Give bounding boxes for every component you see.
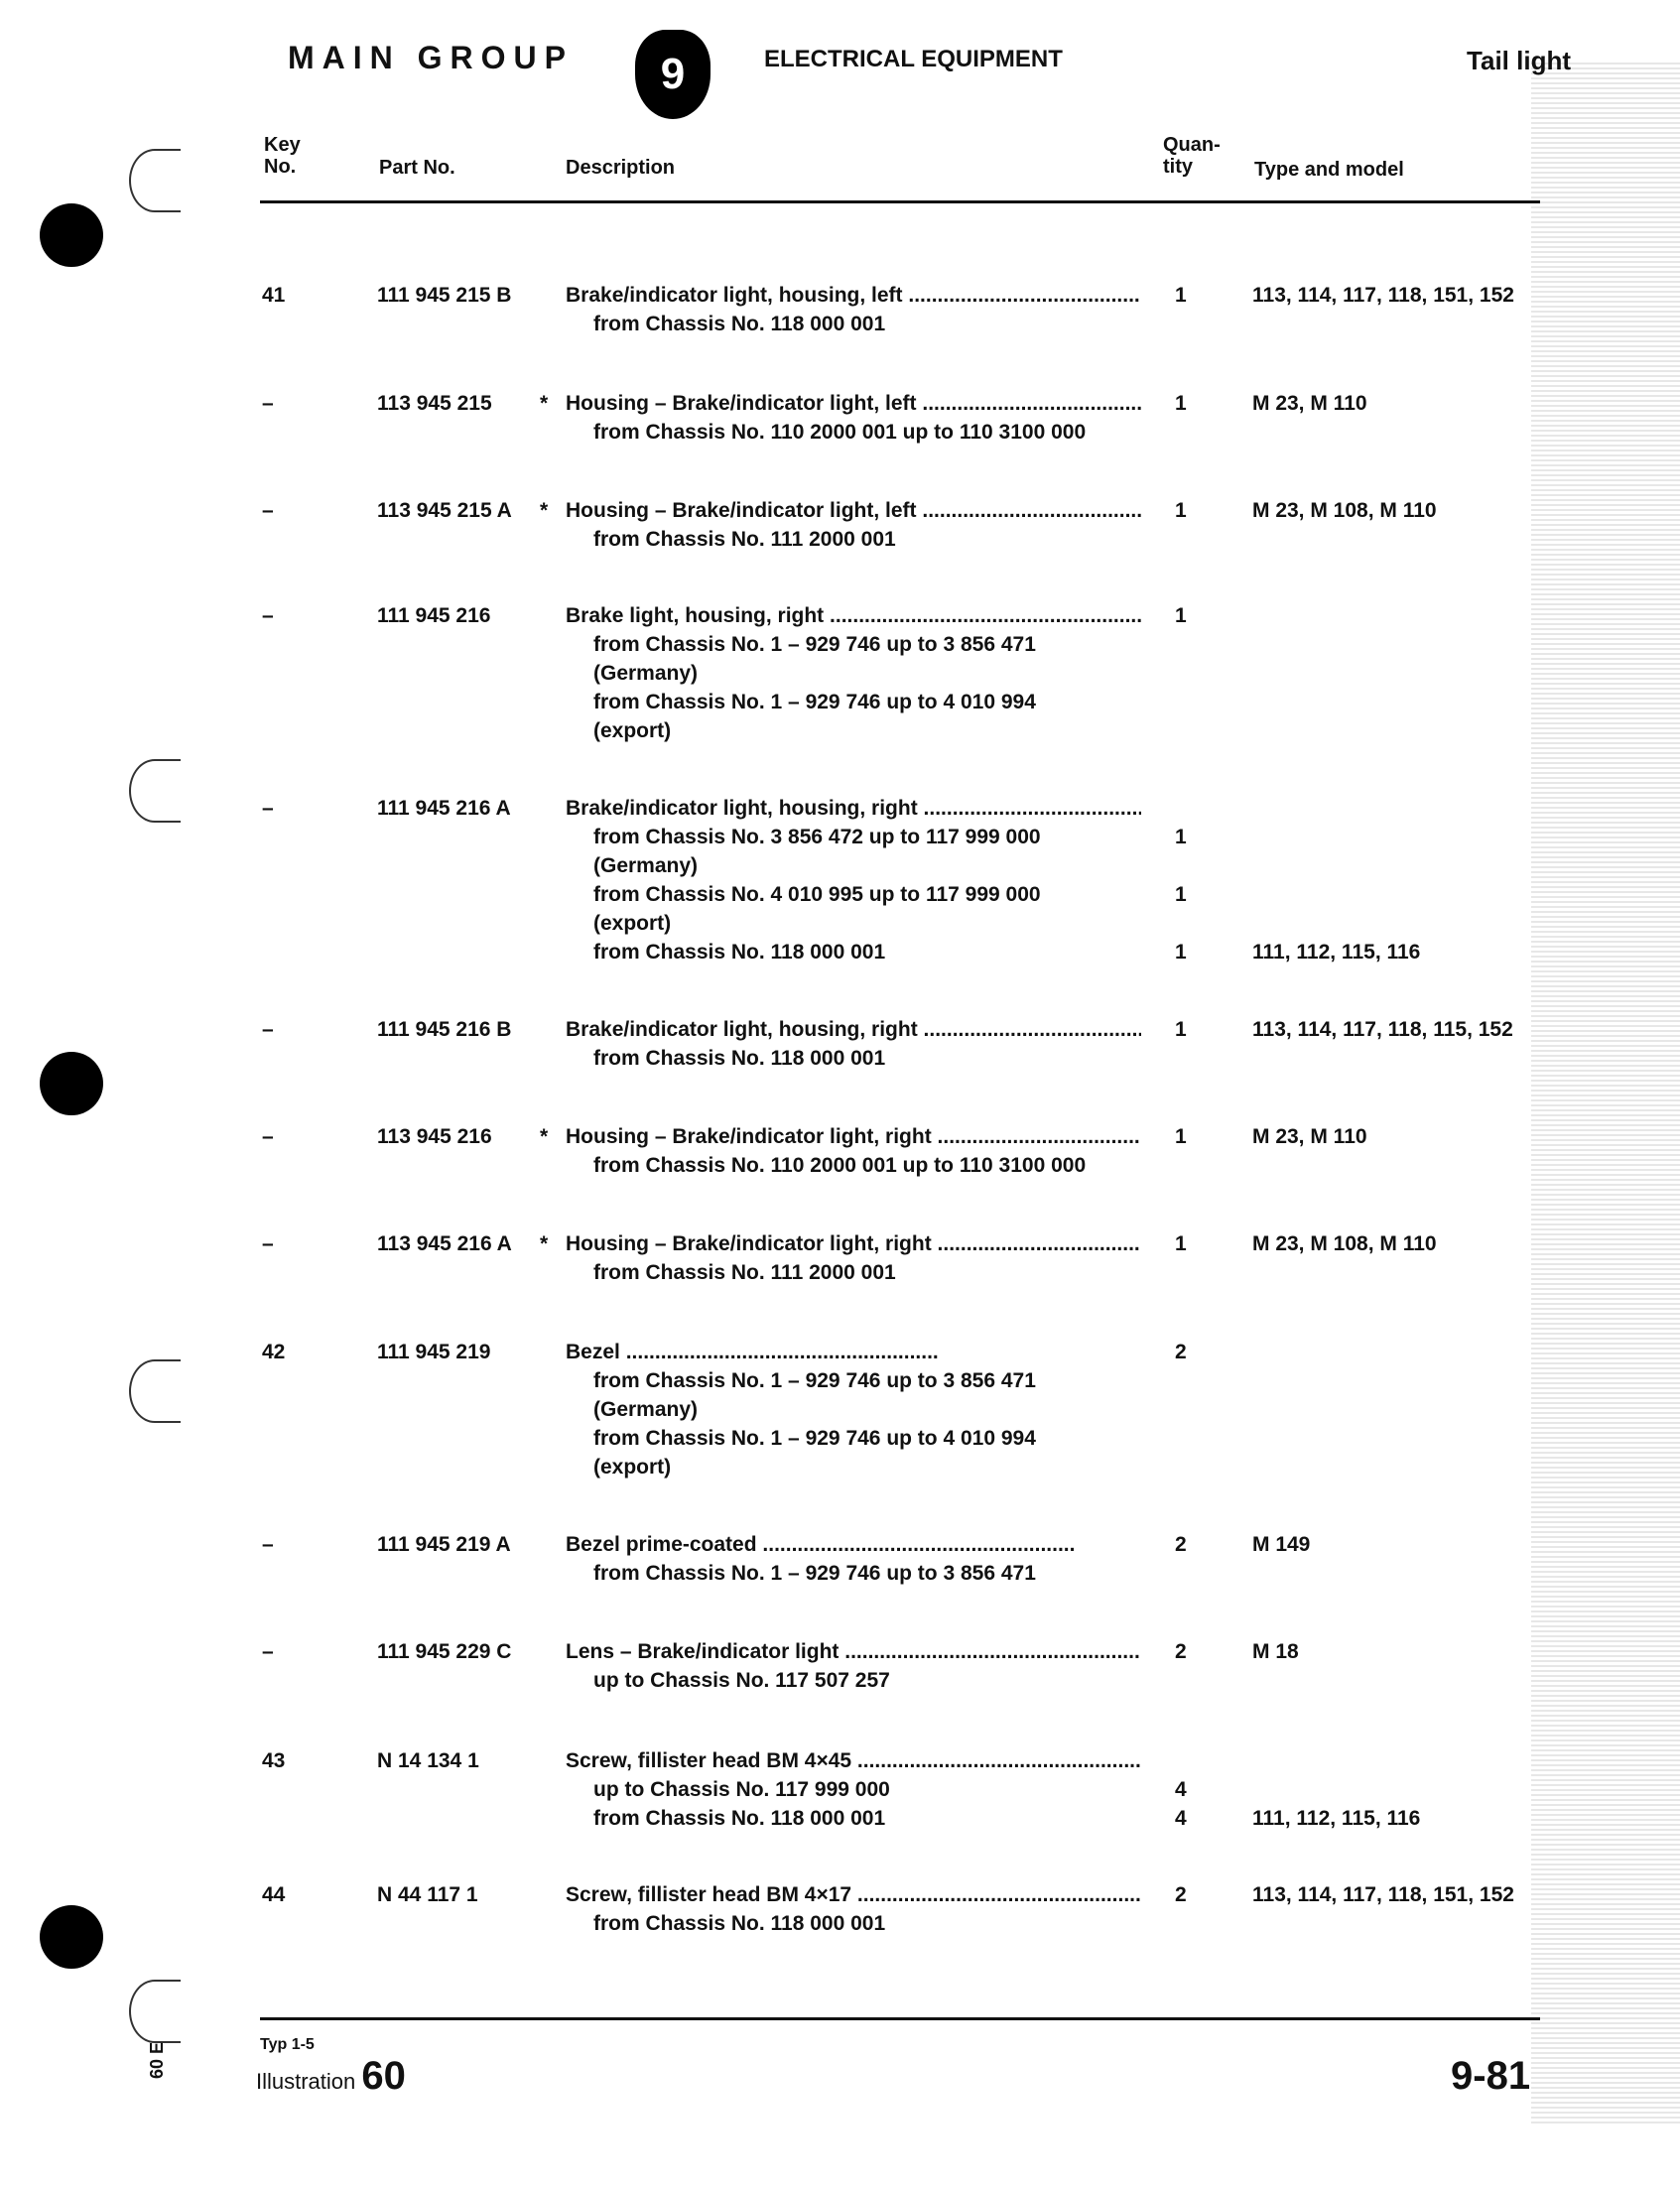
quantity: 1 <box>1175 284 1187 307</box>
description-line <box>566 938 1141 966</box>
key-number: – <box>262 1533 274 1556</box>
description-line <box>566 1044 1141 1073</box>
description-line-text: from Chassis No. 1 – 929 746 up to 4 010 994 <box>593 1427 1036 1450</box>
key-number: 43 <box>262 1749 286 1772</box>
type-model: M 23, M 108, M 110 <box>1252 1232 1437 1255</box>
part-number: 111 945 216 A <box>377 797 511 820</box>
description <box>566 1637 1141 1695</box>
quantity: 2 <box>1175 1341 1187 1363</box>
description-line-text: from Chassis No. 111 2000 001 <box>593 528 896 551</box>
description-line <box>566 418 1141 447</box>
description-line <box>566 1366 1141 1395</box>
description <box>566 389 1141 447</box>
description-line <box>566 1424 1141 1453</box>
illustration-caption: Illustration <box>256 2069 356 2094</box>
description-main: Bezel prime-coated ..... <box>566 1530 1141 1559</box>
description-line-text: from Chassis No. 1 – 929 746 up to 3 856 471 <box>593 633 1036 656</box>
part-number: 113 945 215 A <box>377 499 512 522</box>
section-title: ELECTRICAL EQUIPMENT <box>764 46 1063 72</box>
part-number: 111 945 216 <box>377 604 491 627</box>
header-rule <box>260 200 1540 203</box>
punch-hole-top <box>40 203 103 267</box>
quantity: 1 <box>1175 1232 1187 1255</box>
description-line-text: from Chassis No. 1 – 929 746 up to 3 856 471 <box>593 1369 1036 1392</box>
binder-ring-mark <box>129 149 181 212</box>
key-number: – <box>262 1018 274 1041</box>
description-line <box>566 1909 1141 1938</box>
type-model: M 18 <box>1252 1640 1299 1663</box>
line-quantity: 4 <box>1175 1778 1187 1801</box>
description-main: Housing – Brake/indicator light, left ..... <box>566 389 1141 418</box>
line-type-model: 111, 112, 115, 116 <box>1252 941 1421 964</box>
description-main: Housing – Brake/indicator light, right ..... <box>566 1229 1141 1258</box>
description-line <box>566 659 1141 688</box>
description <box>566 1530 1141 1588</box>
line-type-model: 111, 112, 115, 116 <box>1252 1807 1421 1830</box>
type-model: M 23, M 108, M 110 <box>1252 499 1437 522</box>
description-line <box>566 1453 1141 1481</box>
description-main: Brake/indicator light, housing, left ..... <box>566 281 1141 310</box>
description-line <box>566 1804 1141 1833</box>
description-line <box>566 1666 1141 1695</box>
line-quantity: 1 <box>1175 883 1187 906</box>
description <box>566 1880 1141 1938</box>
column-header-key: Key No. <box>264 134 301 178</box>
main-group-title: MAIN GROUP <box>288 40 574 75</box>
part-number: 111 945 219 A <box>377 1533 511 1556</box>
quantity: 1 <box>1175 392 1187 415</box>
footer-rule <box>260 2017 1540 2020</box>
type-model: M 23, M 110 <box>1252 1125 1367 1148</box>
description-main: Housing – Brake/indicator light, left ..... <box>566 496 1141 525</box>
description-main: Screw, fillister head BM 4×17 ..... <box>566 1880 1141 1909</box>
scan-noise-right <box>1531 60 1680 2124</box>
description-line-text: from Chassis No. 1 – 929 746 up to 4 010 994 <box>593 691 1036 713</box>
key-number: – <box>262 1125 274 1148</box>
binder-ring-mark <box>129 759 181 823</box>
illustration-number: 60 <box>361 2054 406 2098</box>
part-number: 111 945 215 B <box>377 284 512 307</box>
quantity: 1 <box>1175 604 1187 627</box>
description-line-text: from Chassis No. 118 000 001 <box>593 941 886 964</box>
illustration-label <box>256 2054 406 2099</box>
description-line-text: from Chassis No. 111 2000 001 <box>593 1261 896 1284</box>
type-model: 113, 114, 117, 118, 115, 152 <box>1252 1018 1513 1041</box>
description-line-text: from Chassis No. 3 856 472 up to 117 999 000 <box>593 826 1041 848</box>
part-number: N 14 134 1 <box>377 1749 479 1772</box>
description-line <box>566 1395 1141 1424</box>
key-number: 41 <box>262 284 286 307</box>
group-number-badge: 9 <box>635 30 711 119</box>
description-line-text: (export) <box>593 1456 672 1479</box>
line-quantity: 1 <box>1175 941 1187 964</box>
description-line <box>566 823 1141 851</box>
description-line <box>566 630 1141 659</box>
description-line <box>566 525 1141 554</box>
description-line-text: up to Chassis No. 117 999 000 <box>593 1778 890 1801</box>
part-number: N 44 117 1 <box>377 1883 478 1906</box>
star-marker: * <box>540 1232 549 1255</box>
description-main: Brake light, housing, right ..... <box>566 601 1141 630</box>
description-line-text: from Chassis No. 118 000 001 <box>593 1912 886 1935</box>
description-line <box>566 1258 1141 1287</box>
page-number: 9-81 <box>1451 2054 1531 2098</box>
description-line <box>566 1559 1141 1588</box>
description-line <box>566 688 1141 716</box>
star-marker: * <box>540 499 549 522</box>
description-line <box>566 909 1141 938</box>
description-main: Screw, fillister head BM 4×45 ..... <box>566 1746 1141 1775</box>
binder-ring-mark <box>129 1359 181 1423</box>
binder-ring-mark <box>129 1980 181 2043</box>
type-model: 113, 114, 117, 118, 151, 152 <box>1252 284 1514 307</box>
line-quantity: 1 <box>1175 826 1187 848</box>
part-number: 113 945 216 <box>377 1125 492 1148</box>
description-main: Lens – Brake/indicator light ..... <box>566 1637 1141 1666</box>
description <box>566 496 1141 554</box>
description-line-text: (export) <box>593 912 672 935</box>
description-line-text: from Chassis No. 110 2000 001 up to 110 3100 000 <box>593 421 1087 444</box>
quantity: 1 <box>1175 1125 1187 1148</box>
description <box>566 601 1141 745</box>
description-line-text: from Chassis No. 1 – 929 746 up to 3 856 471 <box>593 1562 1036 1585</box>
key-number: 44 <box>262 1883 286 1906</box>
quantity: 1 <box>1175 1018 1187 1041</box>
description-main: Brake/indicator light, housing, right ..... <box>566 1015 1141 1044</box>
key-number: – <box>262 392 274 415</box>
description-line-text: up to Chassis No. 117 507 257 <box>593 1669 890 1692</box>
part-number: 111 945 216 B <box>377 1018 512 1041</box>
punch-hole-bottom <box>40 1905 103 1969</box>
description-line-text: from Chassis No. 4 010 995 up to 117 999 000 <box>593 883 1041 906</box>
description-main: Brake/indicator light, housing, right ..... <box>566 794 1141 823</box>
quantity: 2 <box>1175 1640 1187 1663</box>
description-line <box>566 851 1141 880</box>
description <box>566 1122 1141 1180</box>
line-quantity: 4 <box>1175 1807 1187 1830</box>
part-number: 113 945 215 <box>377 392 492 415</box>
column-header-part: Part No. <box>379 157 455 179</box>
description <box>566 794 1141 966</box>
description-line <box>566 1775 1141 1804</box>
description-main: Bezel ..... <box>566 1338 1141 1366</box>
description <box>566 1015 1141 1073</box>
quantity: 2 <box>1175 1883 1187 1906</box>
key-number: – <box>262 499 274 522</box>
description <box>566 1229 1141 1287</box>
key-number: – <box>262 1640 274 1663</box>
subsection-title: Tail light <box>1467 46 1571 75</box>
star-marker: * <box>540 392 549 415</box>
description-line-text: from Chassis No. 118 000 001 <box>593 313 886 335</box>
type-label: Typ 1-5 <box>260 2036 315 2053</box>
description-line-text: from Chassis No. 110 2000 001 up to 110 3100 000 <box>593 1154 1087 1177</box>
side-code: 60 E <box>147 2041 167 2079</box>
key-number: – <box>262 604 274 627</box>
description-line-text: (export) <box>593 719 672 742</box>
description-main: Housing – Brake/indicator light, right ..... <box>566 1122 1141 1151</box>
description-line <box>566 310 1141 338</box>
description-line <box>566 1151 1141 1180</box>
description-line-text: from Chassis No. 118 000 001 <box>593 1807 886 1830</box>
part-number: 113 945 216 A <box>377 1232 512 1255</box>
punch-hole-middle <box>40 1052 103 1115</box>
description-line-text: (Germany) <box>593 662 699 685</box>
quantity: 2 <box>1175 1533 1187 1556</box>
column-header-type: Type and model <box>1254 159 1404 181</box>
type-model: M 23, M 110 <box>1252 392 1367 415</box>
key-number: 42 <box>262 1341 286 1363</box>
key-number: – <box>262 797 274 820</box>
description <box>566 1746 1141 1833</box>
description-line-text: from Chassis No. 118 000 001 <box>593 1047 886 1070</box>
description <box>566 1338 1141 1481</box>
description-line <box>566 880 1141 909</box>
column-header-description: Description <box>566 157 676 179</box>
description-line-text: (Germany) <box>593 854 699 877</box>
page-header <box>288 40 1571 99</box>
description-line-text: (Germany) <box>593 1398 699 1421</box>
quantity: 1 <box>1175 499 1187 522</box>
star-marker: * <box>540 1125 549 1148</box>
description-line <box>566 716 1141 745</box>
type-model: 113, 114, 117, 118, 151, 152 <box>1252 1883 1514 1906</box>
description <box>566 281 1141 338</box>
part-number: 111 945 219 <box>377 1341 491 1363</box>
part-number: 111 945 229 C <box>377 1640 512 1663</box>
column-header-quantity: Quan- tity <box>1163 134 1221 178</box>
key-number: – <box>262 1232 274 1255</box>
type-model: M 149 <box>1252 1533 1311 1556</box>
